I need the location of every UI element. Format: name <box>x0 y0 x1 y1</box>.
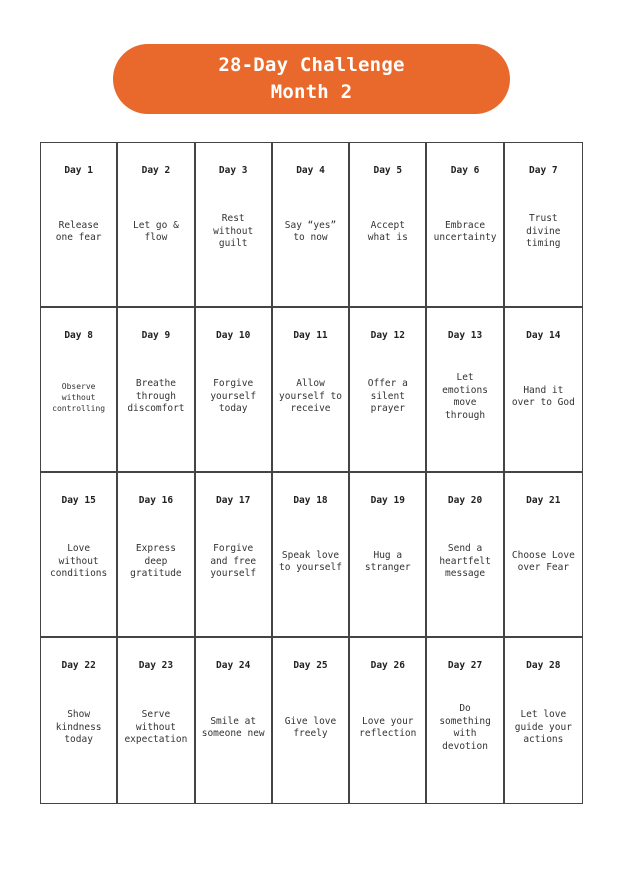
day-label: Day 23 <box>138 660 174 671</box>
day-cell <box>505 473 582 638</box>
day-cell <box>41 473 118 638</box>
day-label: Day 5 <box>373 165 403 176</box>
day-task: Release one fear <box>55 219 102 243</box>
day-task: Speak love to yourself <box>279 549 342 573</box>
title-banner <box>113 44 510 114</box>
day-label: Day 26 <box>370 660 405 671</box>
day-task: Let go & flow <box>133 219 179 243</box>
day-task: Let love guide your actions <box>514 709 572 746</box>
day-task: Show kindness today <box>55 709 102 746</box>
day-task: Forgive yourself today <box>210 378 257 415</box>
day-task: Choose Love over Fear <box>511 549 575 573</box>
day-label: Day 9 <box>141 330 171 341</box>
day-task: Let emotions move through <box>442 372 488 421</box>
day-task: Express deep gratitude <box>130 543 182 580</box>
day-label: Day 7 <box>529 165 558 176</box>
day-task: Say “yes” to now <box>284 219 337 243</box>
day-label: Day 28 <box>526 660 561 671</box>
day-cell <box>427 473 504 638</box>
day-cell <box>505 143 582 308</box>
day-task: Rest without guilt <box>213 213 254 250</box>
day-task: Love without conditions <box>50 543 108 580</box>
day-cell <box>273 308 350 473</box>
day-label: Day 4 <box>296 165 325 176</box>
day-cell <box>350 473 427 638</box>
day-task: Allow yourself to receive <box>279 378 342 415</box>
day-task: Breathe through discomfort <box>127 378 185 415</box>
day-cell <box>427 638 504 803</box>
day-cell <box>427 143 504 308</box>
day-label: Day 6 <box>450 165 480 176</box>
day-label: Day 8 <box>64 330 93 341</box>
day-label: Day 14 <box>526 330 561 341</box>
day-cell <box>273 143 350 308</box>
day-label: Day 17 <box>216 495 251 506</box>
day-task: Observe without controlling <box>52 381 106 413</box>
day-task: Offer a silent prayer <box>367 378 408 415</box>
day-label: Day 19 <box>370 495 405 506</box>
day-cell <box>196 473 273 638</box>
day-cell <box>273 473 350 638</box>
day-label: Day 1 <box>64 165 93 176</box>
day-label: Day 25 <box>293 660 328 671</box>
day-task: Hand it over to God <box>511 384 575 408</box>
day-task: Trust divine timing <box>526 213 561 250</box>
day-label: Day 21 <box>526 495 561 506</box>
day-cell <box>118 473 195 638</box>
day-cell <box>350 143 427 308</box>
day-task: Embrace uncertainty <box>433 219 497 243</box>
day-cell <box>196 638 273 803</box>
day-task: Give love freely <box>284 715 337 739</box>
day-label: Day 15 <box>61 495 96 506</box>
day-label: Day 27 <box>447 660 483 671</box>
day-task: Hug a stranger <box>364 549 411 573</box>
day-label: Day 13 <box>447 330 483 341</box>
day-label: Day 24 <box>216 660 251 671</box>
day-task: Forgive and free yourself <box>210 543 257 580</box>
day-cell <box>41 143 118 308</box>
day-label: Day 20 <box>447 495 483 506</box>
day-label: Day 22 <box>61 660 96 671</box>
challenge-calendar-grid <box>40 142 583 804</box>
day-cell <box>41 638 118 803</box>
day-task: Send a heartfelt message <box>439 543 491 580</box>
day-cell <box>41 308 118 473</box>
day-cell <box>505 308 582 473</box>
day-label: Day 16 <box>138 495 174 506</box>
day-task: Smile at someone new <box>201 715 265 739</box>
title-line-1: 28-Day Challenge <box>218 54 405 76</box>
day-cell <box>196 143 273 308</box>
day-cell <box>505 638 582 803</box>
day-label: Day 10 <box>216 330 251 341</box>
day-cell <box>350 638 427 803</box>
day-cell <box>273 638 350 803</box>
day-task: Do something with devotion <box>439 703 491 752</box>
day-label: Day 18 <box>293 495 328 506</box>
day-cell <box>118 143 195 308</box>
day-cell <box>196 308 273 473</box>
day-label: Day 2 <box>141 165 171 176</box>
day-cell <box>118 308 195 473</box>
day-label: Day 11 <box>293 330 328 341</box>
day-cell <box>350 308 427 473</box>
title-line-2: Month 2 <box>270 81 353 103</box>
day-label: Day 3 <box>218 165 248 176</box>
day-task: Love your reflection <box>359 715 417 739</box>
day-task: Serve without expectation <box>124 709 188 746</box>
day-cell <box>118 638 195 803</box>
day-label: Day 12 <box>370 330 405 341</box>
day-task: Accept what is <box>367 219 408 243</box>
day-cell <box>427 308 504 473</box>
